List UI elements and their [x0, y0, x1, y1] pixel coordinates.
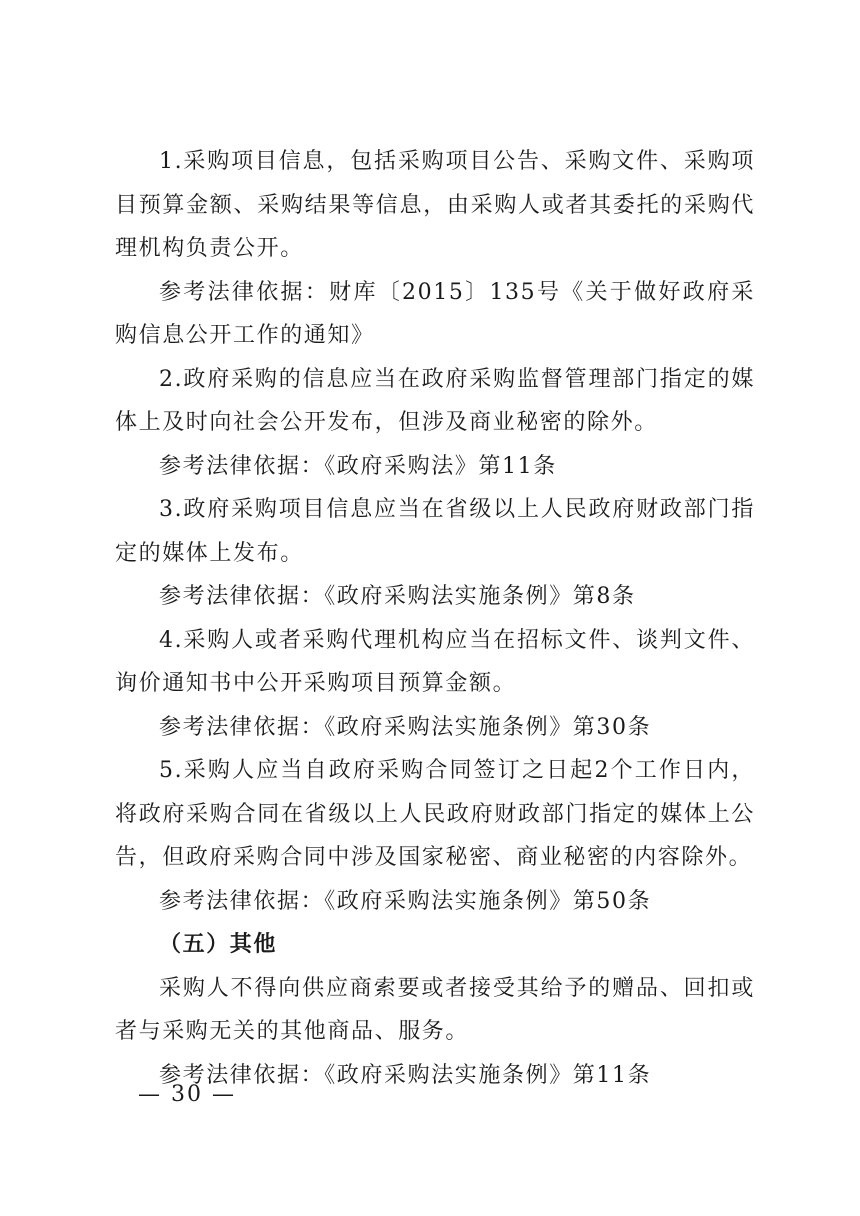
legal-reference-2: 参考法律依据：《政府采购法》第11条	[159, 453, 557, 479]
document-body	[115, 140, 755, 1097]
paragraph-item-2: 2.政府采购的信息应当在政府采购监督管理部门指定的媒体上及时向社会公开发布，但涉及商业秘密的除外。	[115, 366, 755, 435]
page-number: — 30 —	[138, 1082, 236, 1107]
legal-reference-5: 参考法律依据：《政府采购法实施条例》第50条	[159, 888, 652, 914]
paragraph-item-4: 4.采购人或者采购代理机构应当在招标文件、谈判文件、询价通知书中公开采购项目预算金额。	[115, 627, 755, 696]
paragraph-item-3: 3.政府采购项目信息应当在省级以上人民政府财政部门指定的媒体上发布。	[115, 497, 755, 566]
legal-reference-4: 参考法律依据：《政府采购法实施条例》第30条	[159, 714, 652, 740]
paragraph-item-5: 5.采购人应当自政府采购合同签订之日起2个工作日内，将政府采购合同在省级以上人民政府财政部门指定的媒体上公告，但政府采购合同中涉及国家秘密、商业秘密的内容除外。	[115, 758, 755, 870]
paragraph-item-1: 1.采购项目信息，包括采购项目公告、采购文件、采购项目预算金额、采购结果等信息，由采购人或者其委托的采购代理机构负责公开。	[115, 149, 755, 261]
legal-reference-1: 参考法律依据：财库〔2015〕135号《关于做好政府采购信息公开工作的通知》	[115, 279, 755, 348]
legal-reference-6: 参考法律依据：《政府采购法实施条例》第11条	[159, 1062, 652, 1088]
paragraph-item-6: 采购人不得向供应商索要或者接受其给予的赠品、回扣或者与采购无关的其他商品、服务。	[115, 975, 755, 1044]
legal-reference-3: 参考法律依据：《政府采购法实施条例》第8条	[159, 584, 636, 609]
section-heading-other: （五）其他	[159, 931, 278, 957]
